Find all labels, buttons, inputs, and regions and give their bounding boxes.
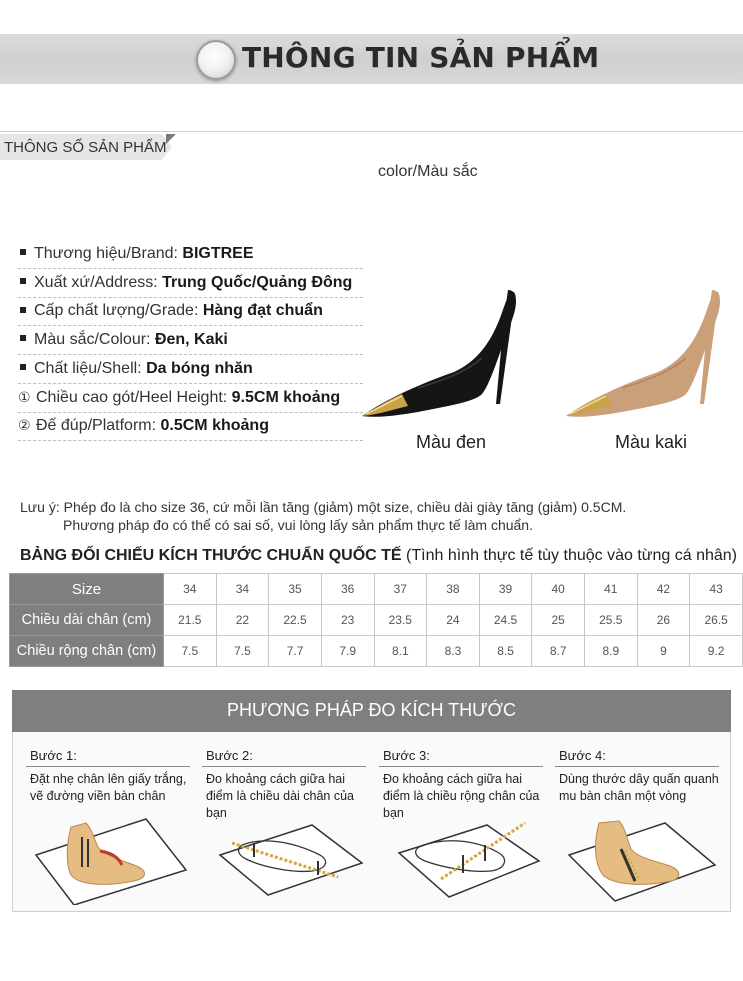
black-shoe-image	[358, 288, 526, 428]
measure-title: PHƯƠNG PHÁP ĐO KÍCH THƯỚC	[227, 700, 516, 720]
spec-number: ①	[18, 388, 31, 405]
note-line-2: Phương pháp đo có thể có sai số, vui lòng lấy sản phẩm thực tế làm chuẩn.	[63, 517, 533, 533]
spec-item	[18, 360, 253, 384]
table-cell: 41	[585, 574, 638, 605]
khaki-shoe-image	[562, 288, 730, 428]
spec-item	[18, 389, 340, 413]
black-shoe-caption: Màu đen	[416, 432, 487, 452]
spec-item	[18, 417, 269, 441]
table-cell: 26.5	[690, 605, 743, 636]
spec-divider	[18, 354, 363, 355]
table-cell: 8.7	[532, 636, 585, 667]
spec-value: 0.5CM khoảng	[160, 417, 269, 435]
bullet-icon	[20, 249, 26, 255]
table-cell: 39	[479, 574, 532, 605]
table-cell: 25	[532, 605, 585, 636]
table-cell: 7.5	[216, 636, 269, 667]
spec-divider	[18, 440, 363, 441]
measure-step-4	[555, 745, 719, 905]
shoe-body	[566, 292, 720, 417]
table-row	[10, 605, 743, 636]
row-header: Chiều dài chân (cm)	[10, 605, 164, 636]
spec-tab-label: THÔNG SỐ SẢN PHẨM	[4, 139, 167, 156]
step-label: Bước 4:	[559, 748, 606, 763]
table-cell: 34	[216, 574, 269, 605]
step-description: Đặt nhẹ chân lên giấy trắng, vẽ đường viền bàn chân	[26, 766, 190, 814]
table-cell: 9	[637, 636, 690, 667]
table-cell: 38	[427, 574, 480, 605]
table-cell: 43	[690, 574, 743, 605]
table-cell: 40	[532, 574, 585, 605]
table-cell: 7.9	[321, 636, 374, 667]
foot-length-icon	[202, 815, 366, 905]
spec-label: Thương hiệu/Brand:	[34, 245, 183, 262]
foot-girth-icon	[555, 815, 719, 905]
table-cell: 25.5	[585, 605, 638, 636]
table-cell: 23	[321, 605, 374, 636]
table-row	[10, 574, 743, 605]
row-header: Chiều rộng chân (cm)	[10, 636, 164, 667]
spec-number: ②	[18, 417, 31, 434]
table-cell: 22.5	[269, 605, 322, 636]
table-cell: 35	[269, 574, 322, 605]
spec-label: Cấp chất lượng/Grade:	[34, 302, 203, 320]
measure-step-1	[26, 745, 190, 905]
foot-width-icon	[379, 815, 543, 905]
step-description: Đo khoảng cách giữa hai điểm là chiều dài chân của bạn	[202, 766, 366, 814]
measure-step-2	[202, 745, 366, 905]
table-row	[10, 636, 743, 667]
spec-item	[18, 274, 352, 298]
spec-label: Chiều cao gót/Heel Height:	[36, 388, 232, 406]
spec-item	[18, 245, 254, 269]
row-header: Size	[10, 574, 164, 605]
table-cell: 24.5	[479, 605, 532, 636]
spec-label: Chất liệu/Shell:	[34, 359, 147, 377]
note-line-1: Lưu ý: Phép đo là cho size 36, cứ mỗi lần tăng (giảm) một size, chiều dài giày tăng (giảm) 0.5CM.	[20, 499, 627, 515]
table-cell: 26	[637, 605, 690, 636]
table-cell: 24	[427, 605, 480, 636]
table-cell: 8.3	[427, 636, 480, 667]
spec-value: Hàng đạt chuẩn	[202, 302, 323, 320]
step-label: Bước 1:	[30, 748, 77, 763]
section-divider	[0, 131, 743, 132]
table-cell: 42	[637, 574, 690, 605]
spec-label: Xuất xứ/Address:	[34, 273, 163, 291]
header-circle-icon	[196, 40, 236, 80]
spec-value: BIGTREE	[182, 245, 254, 262]
spec-label: Đế đúp/Platform:	[36, 417, 161, 435]
size-chart-title-bold: BẢNG ĐỐI CHIẾU KÍCH THƯỚC CHUẨN QUỐC TẾ	[20, 547, 402, 564]
spec-value: 9.5CM khoảng	[231, 388, 341, 406]
step-label: Bước 3:	[383, 748, 430, 763]
spec-value: Đen, Kaki	[154, 331, 228, 349]
table-cell: 23.5	[374, 605, 427, 636]
spec-item	[18, 302, 323, 326]
bullet-icon	[20, 307, 26, 313]
spec-label: Màu sắc/Colour:	[34, 331, 155, 349]
size-chart-title-note: (Tình hình thực tế tùy thuộc vào từng cá nhân)	[401, 547, 737, 564]
table-cell: 9.2	[690, 636, 743, 667]
bullet-icon	[20, 335, 26, 341]
table-cell: 7.5	[164, 636, 217, 667]
table-cell: 8.5	[479, 636, 532, 667]
table-cell: 34	[164, 574, 217, 605]
spec-divider	[18, 325, 363, 326]
spec-divider	[18, 412, 363, 413]
size-table	[9, 573, 743, 667]
table-cell: 37	[374, 574, 427, 605]
spec-item	[18, 331, 228, 355]
table-cell: 21.5	[164, 605, 217, 636]
foot-trace-icon	[26, 815, 190, 905]
table-cell: 8.1	[374, 636, 427, 667]
bullet-icon	[20, 278, 26, 284]
spec-divider	[18, 297, 363, 298]
spec-divider	[18, 383, 363, 384]
color-label: color/Màu sắc	[378, 163, 478, 180]
spec-divider	[18, 268, 363, 269]
shoe-body	[362, 292, 516, 417]
size-chart-title	[20, 547, 737, 565]
step-label: Bước 2:	[206, 748, 253, 763]
table-cell: 36	[321, 574, 374, 605]
bullet-icon	[20, 364, 26, 370]
step-description: Đo khoảng cách giữa hai điểm là chiều rộng chân của bạn	[379, 766, 543, 814]
page-title: THÔNG TIN SẢN PHẨM	[242, 41, 600, 74]
khaki-shoe-caption: Màu kaki	[615, 432, 688, 452]
step-description: Dùng thước dây quấn quanh mu bàn chân một vòng	[555, 766, 719, 814]
table-cell: 22	[216, 605, 269, 636]
tab-corner	[166, 134, 176, 144]
spec-value: Trung Quốc/Quảng Đông	[162, 273, 353, 291]
measure-step-3	[379, 745, 543, 905]
spec-value: Da bóng nhăn	[146, 359, 253, 377]
table-cell: 7.7	[269, 636, 322, 667]
table-cell: 8.9	[585, 636, 638, 667]
